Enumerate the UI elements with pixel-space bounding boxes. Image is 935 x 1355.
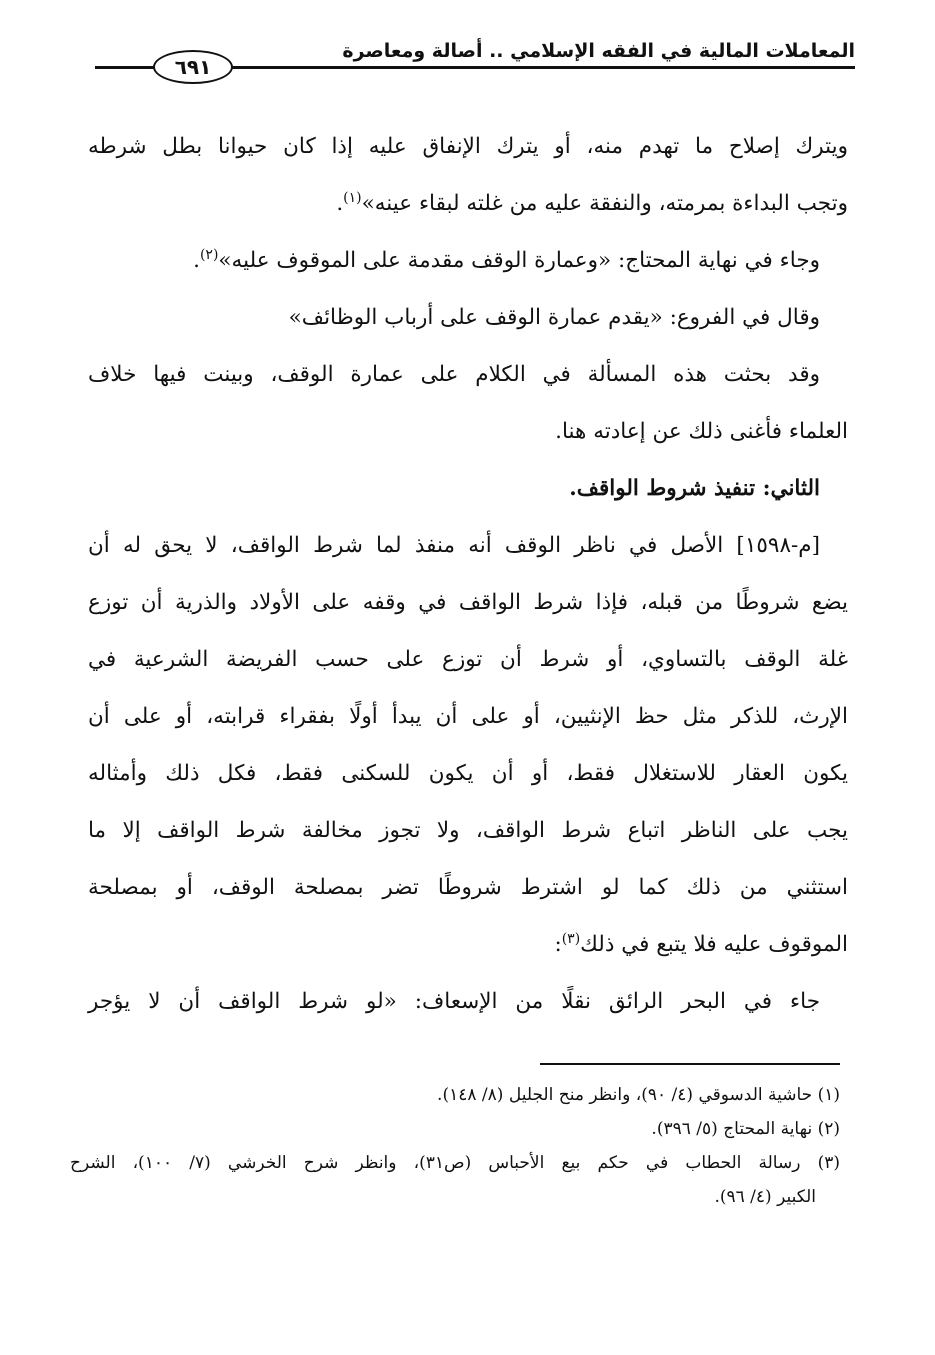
heading-text: الثاني: تنفيذ شروط الواقف. bbox=[569, 476, 820, 501]
footnote-3-continuation: الكبير (٤/ ٩٦). bbox=[714, 1187, 816, 1207]
paragraph-line: وتجب البداءة بمرمته، والنفقة عليه من غلته لبقاء عينه»$^{(١)}$. bbox=[336, 189, 848, 216]
footnote-marker: (١) bbox=[343, 189, 362, 206]
paragraph-line: العلماء فأغنى ذلك عن إعادته هنا. bbox=[555, 419, 848, 444]
paragraph-line bbox=[88, 916, 848, 973]
footnote-marker: (٢) bbox=[199, 246, 219, 263]
paragraph-1 bbox=[88, 118, 848, 232]
paragraph-line: غلة الوقف بالتساوي، أو شرط أن توزع على حسب الفريضة الشرعية في bbox=[88, 647, 848, 672]
footnote-2: (٢) نهاية المحتاج (٥/ ٣٩٦). bbox=[651, 1119, 840, 1139]
paragraph-2 bbox=[88, 232, 848, 289]
header-rule-left bbox=[95, 66, 155, 69]
running-title: المعاملات المالية في الفقه الإسلامي .. أصالة ومعاصرة bbox=[342, 40, 855, 62]
footnotes bbox=[70, 1078, 840, 1214]
paragraph-3 bbox=[88, 289, 848, 346]
paragraph-line: وقد بحثت هذه المسألة في الكلام على عمارة الوقف، وبينت فيها خلاف bbox=[88, 362, 820, 387]
paragraph-line: جاء في البحر الرائق نقلًا من الإسعاف: «لو شرط الواقف أن لا يؤجر bbox=[88, 989, 820, 1014]
paragraph-4 bbox=[88, 346, 848, 460]
page-number: ٦٩١ bbox=[153, 50, 233, 84]
paragraph-text: وجاء في نهاية المحتاج: «وعمارة الوقف مقدمة على الموقوف عليه» bbox=[218, 248, 820, 273]
paragraph-line: ويترك إصلاح ما تهدم منه، أو يترك الإنفاق عليه إذا كان حيوانا بطل شرطه bbox=[88, 134, 848, 159]
paragraph-line: يجب على الناظر اتباع شرط الواقف، ولا تجوز مخالفة شرط الواقف إلا ما bbox=[88, 818, 848, 843]
footnote-1: (١) حاشية الدسوقي (٤/ ٩٠)، وانظر منح الجليل (٨/ ١٤٨). bbox=[437, 1085, 840, 1105]
paragraph-5 bbox=[88, 517, 848, 973]
footnote-separator bbox=[540, 1063, 840, 1065]
paragraph-line: استثني من ذلك كما لو اشترط شروطًا تضر بمصلحة الوقف، أو بمصلحة bbox=[88, 875, 848, 900]
paragraph-text: وتجب البداءة بمرمته، والنفقة عليه من غلته لبقاء عينه» bbox=[361, 191, 848, 216]
paragraph-line: وقال في الفروع: «يقدم عمارة الوقف على أرباب الوظائف» bbox=[288, 305, 820, 330]
footnote-3: (٣) رسالة الحطاب في حكم بيع الأحباس (ص٣١)، وانظر شرح الخرشي (٧/ ١٠٠)، الشرح bbox=[70, 1153, 841, 1173]
header-rule-right bbox=[231, 66, 855, 69]
paragraph-line: الإرث، للذكر مثل حظ الإنثيين، أو على أن يبدأ أولًا بفقراء قرابته، أو على أن bbox=[88, 704, 848, 729]
paragraph-line: وجاء في نهاية المحتاج: «وعمارة الوقف مقدمة على الموقوف عليه»$^{(٢)}$. bbox=[193, 246, 820, 273]
paragraph-text: الموقوف عليه فلا يتبع في ذلك bbox=[580, 932, 848, 957]
paragraph-line: [م-١٥٩٨] الأصل في ناظر الوقف أنه منفذ لما شرط الواقف، لا يحق له أن bbox=[88, 533, 820, 558]
paragraph-6 bbox=[88, 973, 848, 1030]
paragraph-line: يضع شروطًا من قبله، فإذا شرط الواقف في وقفه على الأولاد والذرية أن توزع bbox=[88, 590, 848, 615]
paragraph-text: : bbox=[554, 932, 562, 957]
paragraph-line: يكون العقار للاستغلال فقط، أو أن يكون للسكنى فقط، فكل ذلك وأمثاله bbox=[88, 761, 848, 786]
section-heading bbox=[88, 460, 848, 517]
footnote-marker: (٣) bbox=[561, 930, 581, 947]
page-header bbox=[95, 30, 855, 90]
body-text bbox=[88, 118, 848, 1030]
